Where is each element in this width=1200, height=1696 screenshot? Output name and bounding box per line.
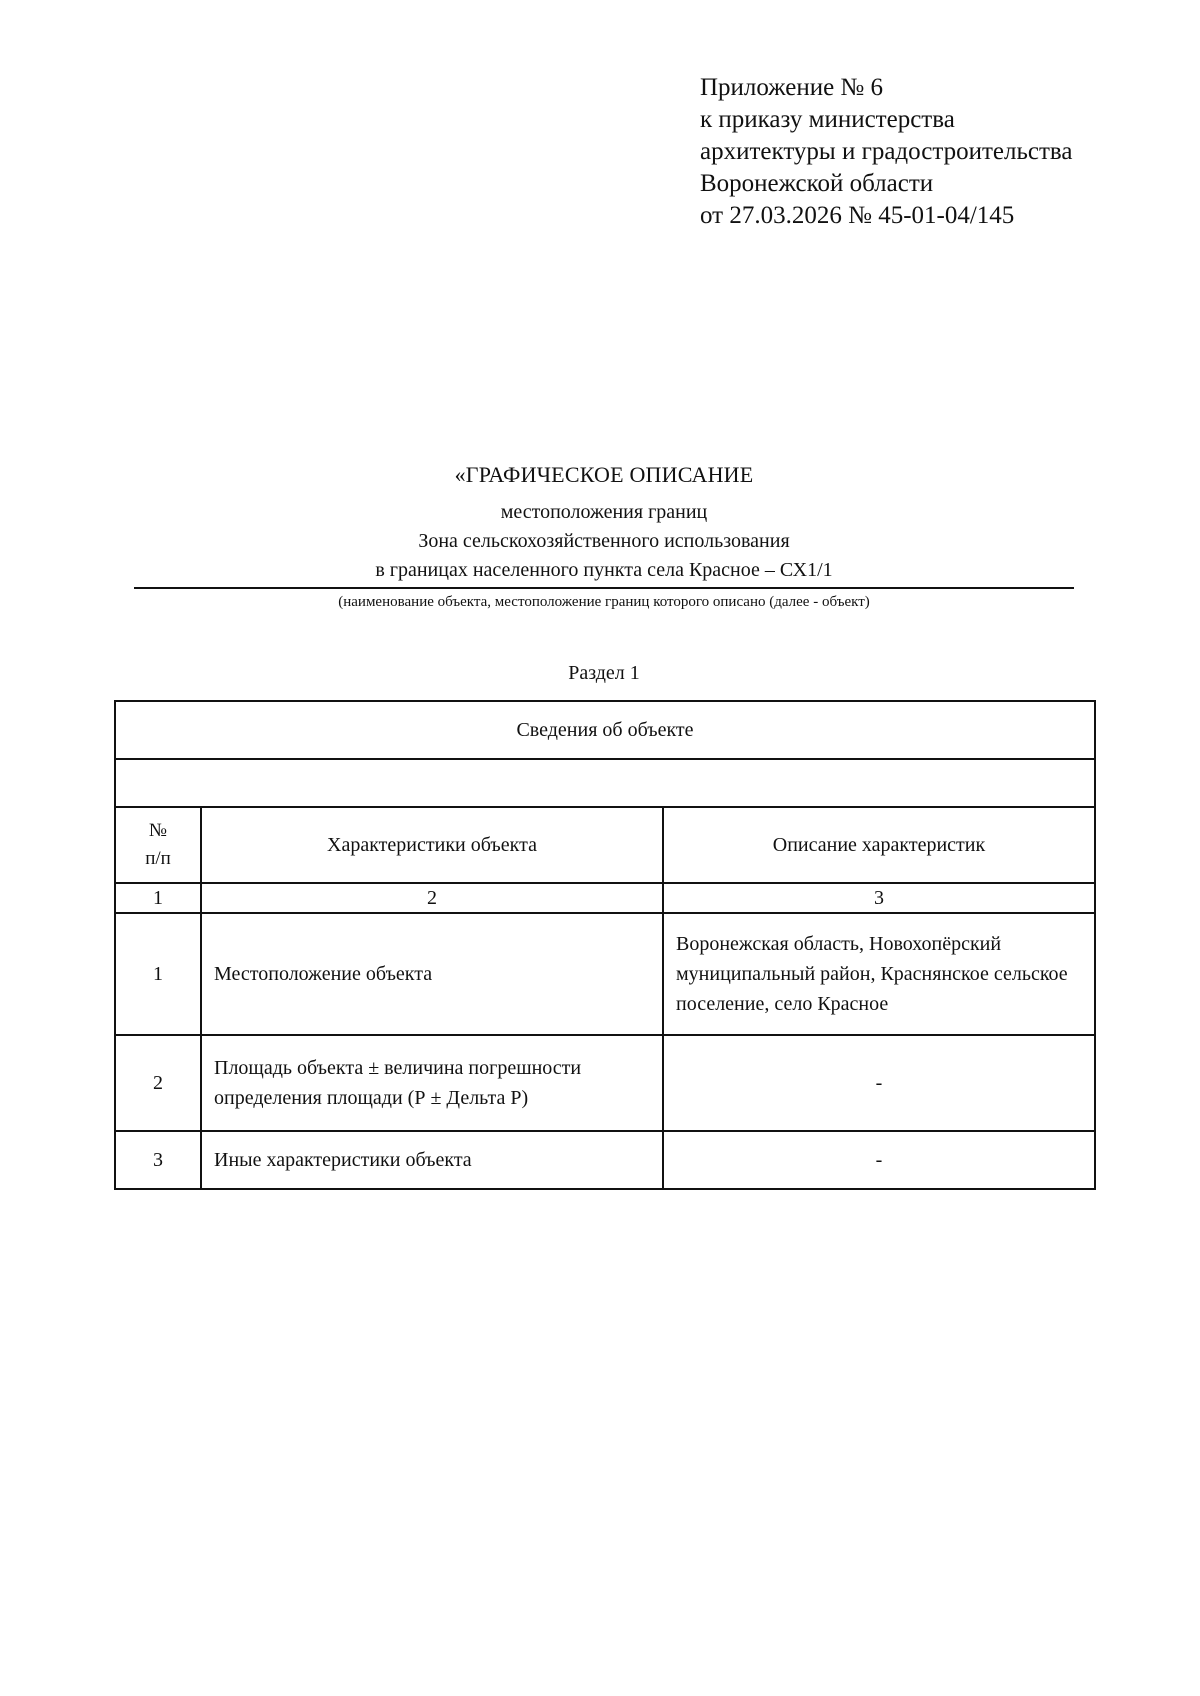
subtitle-line: местоположения границ [500,501,708,523]
row-number: 1 [115,913,201,1035]
table-empty-row [115,759,1095,807]
header-num-cell [115,807,201,883]
header-description: Описание характеристик [663,807,1095,883]
title-block [134,460,1074,613]
appendix-block [700,72,1072,232]
appendix-line: архитектуры и градостроительства [700,138,1073,165]
row-description: - [663,1131,1095,1189]
document-title: «ГРАФИЧЕСКОЕ ОПИСАНИЕ [454,462,754,487]
table-title-row [115,701,1095,759]
object-info-table [114,700,1096,1190]
appendix-line: от 27.03.2026 № 45-01-04/145 [700,202,1015,229]
table-row [115,1131,1095,1189]
table-title: Сведения об объекте [115,701,1095,759]
table-row [115,913,1095,1035]
subtitle-line: Зона сельскохозяйственного использования [418,530,790,552]
appendix-line: к приказу министерства [700,106,955,133]
object-caption: (наименование объекта, местоположение границ которого описано (далее - объект) [338,594,870,610]
empty-cell [115,759,1095,807]
appendix-line: Воронежской области [700,170,934,197]
row-number: 3 [115,1131,201,1189]
header-num-line2: п/п [145,848,171,869]
title-underline [134,587,1074,589]
header-num-line1: № [148,820,168,841]
row-description: Воронежская область, Новохопёрский муниципальный район, Краснянское сельское поселение, село Красное [663,913,1095,1035]
subtitle-line: в границах населенного пункта села Красное – СХ1/1 [375,559,833,581]
column-number: 3 [663,883,1095,913]
table-header-row [115,807,1095,883]
row-characteristic: Местоположение объекта [201,913,663,1035]
header-characteristics: Характеристики объекта [201,807,663,883]
column-number: 2 [201,883,663,913]
section-label: Раздел 1 [568,662,640,684]
column-number: 1 [115,883,201,913]
row-description: - [663,1035,1095,1131]
column-number-row [115,883,1095,913]
row-characteristic: Площадь объекта ± величина погрешности определения площади (Р ± Дельта Р) [201,1035,663,1131]
table-row [115,1035,1095,1131]
row-number: 2 [115,1035,201,1131]
appendix-line: Приложение № 6 [700,74,884,101]
row-characteristic: Иные характеристики объекта [201,1131,663,1189]
